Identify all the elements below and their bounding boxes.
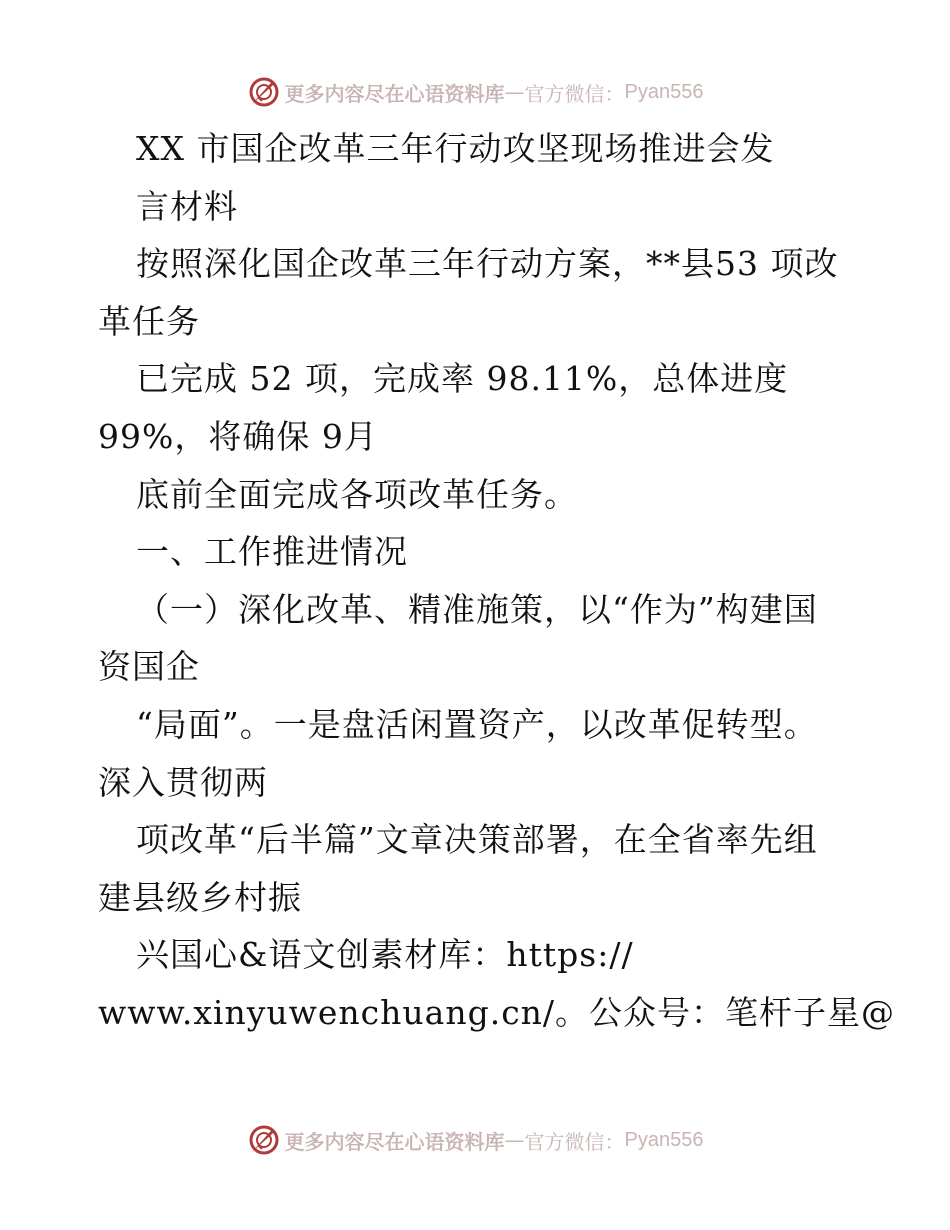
watermark-site-text: 更多内容尽在心语资料库 (284, 1129, 505, 1154)
paragraph-line: 已完成 52 项，完成率 98.11%，总体进度 (136, 359, 789, 399)
document-body (98, 120, 896, 1042)
paragraph-line: www.xinyuwenchuang.cn/。公众号：笔杆子星@ (98, 992, 896, 1032)
watermark-wechat-id: Pyan556 (624, 80, 704, 103)
watermark-wechat-label: 官方微信： (524, 81, 625, 106)
paragraph-line: “局面”。一是盘活闲置资产，以改革促转型。 (136, 704, 818, 744)
paragraph-line: 资国企 (98, 647, 200, 687)
document-title-line-1: XX 市国企改革三年行动攻坚现场推进会发 (136, 129, 775, 168)
paragraph-line: 99%，将确保 9月 (98, 416, 378, 456)
watermark-site-text: 更多内容尽在心语资料库 (284, 81, 505, 106)
paragraph-line: 深入贯彻两 (98, 762, 268, 802)
section-heading: 一、工作推进情况 (136, 532, 408, 572)
watermark-wechat-id: Pyan556 (624, 1128, 704, 1151)
header-watermark (0, 70, 950, 114)
watermark-wechat-label: 官方微信： (524, 1129, 625, 1154)
paragraph-line: 底前全面完成各项改革任务。 (136, 474, 578, 514)
paragraph-line: 建县级乡村振 (98, 877, 302, 917)
paragraph-line: 按照深化国企改革三年行动方案，**县53 项改 (136, 244, 839, 284)
quill-seal-logo-icon (247, 75, 281, 109)
footer-watermark (0, 1118, 950, 1162)
paragraph-line: 项改革“后半篇”文章决策部署，在全省率先组 (136, 820, 818, 860)
quill-seal-logo-icon (247, 1123, 281, 1157)
paragraph-line: 兴国心&语文创素材库：https:// (136, 935, 634, 975)
paragraph-line: 革任务 (98, 301, 200, 341)
watermark-dash: — (504, 1128, 525, 1152)
subsection-heading: （一）深化改革、精准施策，以“作为”构建国 (136, 589, 818, 629)
document-title-line-2: 言材料 (136, 186, 238, 226)
watermark-dash: — (504, 80, 525, 104)
